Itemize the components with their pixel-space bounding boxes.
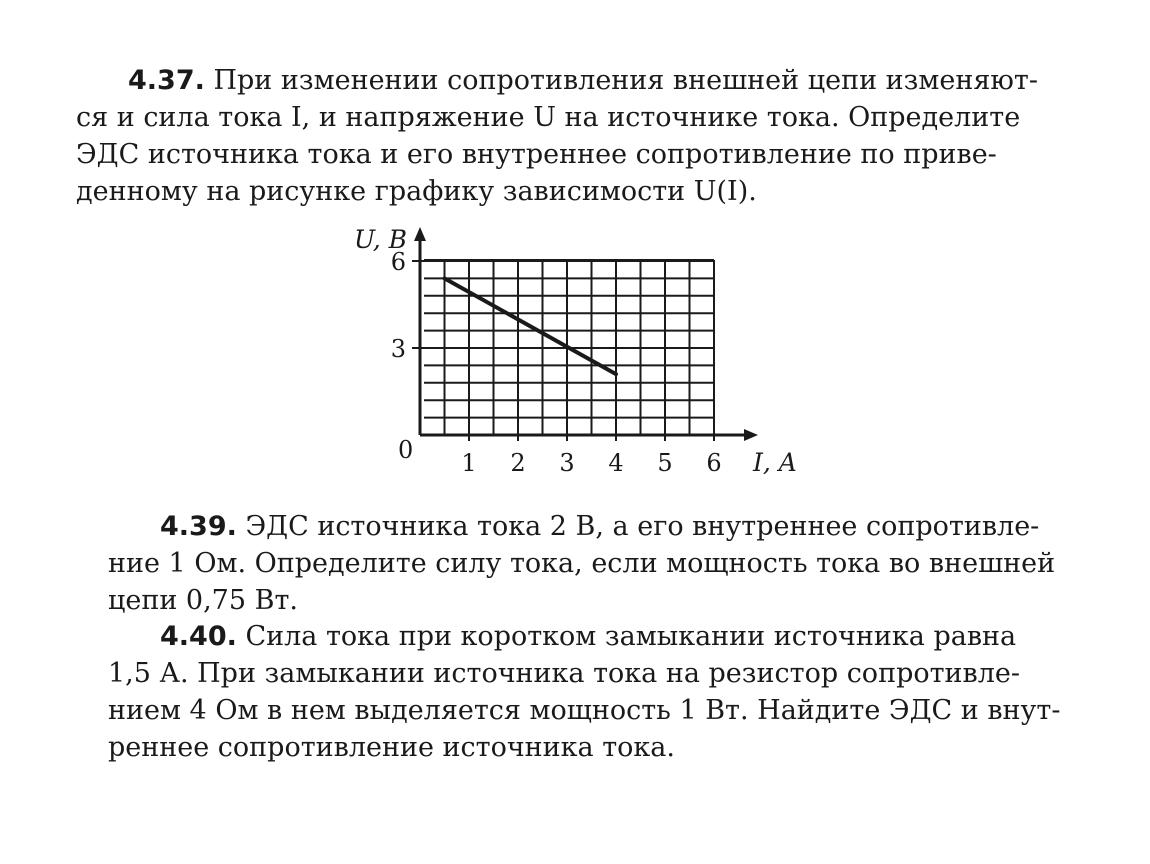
y-axis-arrow	[414, 227, 426, 241]
y-tick-label: 3	[390, 335, 406, 363]
problem-4-40	[108, 618, 1092, 766]
series-line	[445, 278, 617, 374]
problem-line: ся и сила тока I, и напряжение U на источнике тока. Определите	[76, 102, 1021, 133]
y-axis-label: U, B	[354, 225, 408, 254]
problem-line	[76, 62, 1100, 99]
origin-label: 0	[398, 436, 414, 464]
x-tick-label: 3	[559, 449, 575, 477]
problem-text: При изменении сопротивления внешней цепи изменяют-	[213, 65, 1038, 96]
problem-line: ЭДС источника тока и его внутреннее сопротивление по приве-	[76, 139, 997, 170]
y-tick-label: 6	[390, 248, 406, 276]
x-tick-label: 2	[510, 449, 526, 477]
problem-text: Сила тока при коротком замыкании источника равна	[245, 621, 1017, 652]
u-i-graph	[340, 215, 820, 485]
series	[445, 278, 617, 374]
problem-line: денному на рисунке графику зависимости U(I).	[76, 176, 757, 207]
problem-line: нием 4 Ом в нем выделяется мощность 1 Вт. Найдите ЭДС и внут-	[108, 695, 1061, 726]
problem-text: ЭДС источника тока 2 В, а его внутреннее сопротивле-	[245, 511, 1040, 542]
x-axis-label: I, A	[753, 448, 797, 477]
problem-line: реннее сопротивление источника тока.	[108, 732, 675, 763]
problem-line: 1,5 А. При замыкании источника тока на резистор сопротивле-	[108, 658, 1020, 689]
problem-line	[108, 618, 1092, 655]
x-tick-label: 6	[706, 449, 722, 477]
x-tick-label: 5	[657, 449, 673, 477]
problem-4-39	[108, 508, 1092, 619]
problem-line: ние 1 Ом. Определите силу тока, если мощность тока во внешней	[108, 548, 1056, 579]
x-tick-label: 4	[608, 449, 624, 477]
problem-number: 4.40.	[160, 621, 237, 652]
x-tick-label: 1	[461, 449, 477, 477]
problem-number: 4.39.	[160, 511, 237, 542]
problem-line	[108, 508, 1092, 545]
problem-4-37	[76, 62, 1100, 210]
problem-line: цепи 0,75 Вт.	[108, 585, 298, 616]
problem-number: 4.37.	[128, 65, 205, 96]
x-axis-arrow	[744, 429, 758, 441]
